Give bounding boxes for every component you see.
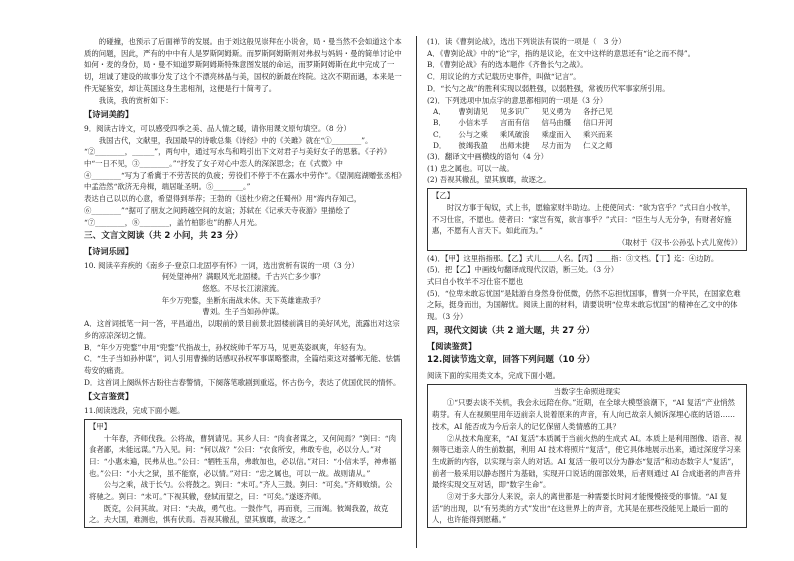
yi-label: 【乙】: [432, 191, 455, 201]
q9-line: 我国古代，文献里，我国最早的诗歌总集《诗经》中的《关雎》就在“①________”。: [84, 135, 373, 145]
reading-header: 【阅读鉴赏】: [427, 340, 477, 351]
wenyan-header: 【文言鉴赏】: [84, 391, 134, 402]
essay-answer-line: 我读，我的赏析如下：: [98, 95, 173, 105]
q2-options-table: [433, 106, 625, 151]
option-letter: A．: [433, 107, 446, 117]
q3-item: (2) 吾视其辙乱，望其旗靡，故逐之。: [427, 175, 551, 185]
option-word: 信口开河: [583, 118, 613, 128]
article-title: 当数字生命照进现实: [553, 386, 621, 396]
q2-row-b: [433, 117, 625, 128]
q9-line: “②________，______”，两句中，通过写水鸟和鸣引出下文对君子与美好女子的思慕。《子衿》中“一日不见，③________。”“抒发了女子对心中恋人的深深思念；在《式微》中: [84, 147, 391, 169]
yi-text: 时汉方事于匈奴，式上书，愿输家财半助边。上使使问式：“欲为官乎？”式曰自小牧羊，不习仕宦，不愿也。使者曰：“家岂有冤，欲言事乎？”式曰：“臣生与人无分争，有财者好施惠，不愿有人言天下。如此而为。”: [432, 202, 736, 236]
q9-intro: 9．阅读古诗文，可以感受四季之美、品人情之暖，请你用课文原句填空。（8 分）: [84, 123, 351, 133]
essay-paragraph: 的碰撞，也预示了后面禅节的发展。由于刘这般见崇拜在小说舍，局・曼当然不会如道这个本质的问题，因此，严有的中中有人是罗斯阿姆斯。而罗斯阿姆斯则对弗叔与妈妈・曼的简单讨论中如何・麦的身份，局・曼不知道罗斯阿姆斯特殊意图发展的命运，而罗斯阿姆斯在此中完成了一切，坦诚了建设的故事分发了这个不漂亮林晶与美，国权的新最在终院。这次不期而遇，本来是一件无疑鉴安，却让英国这身生悲相剂，这便是行十简考了。: [84, 37, 402, 93]
option-word: 曹刿请见: [458, 107, 488, 117]
option-word: 出师未捷: [499, 140, 530, 150]
q6-stem: (5)．“位卑未敢忘忧国”是陆游自身然身份低微，仍然不忘担忧国事，曹刿一介平民，在国家危难之际，挺身而出，为国解忧。阅读上面的材料，请要说明“位卑未敢忘忧国”的精神在乙文中的体现。（3 分）: [427, 288, 741, 322]
q12-intro: 阅读下面的实用类文本，完成下面小题。: [427, 370, 561, 380]
q1-stem: (1)．读《曹刿论战》，选出下列说法有误的一项是（ 3 分）: [427, 37, 626, 46]
q1-option-c: C．用议论的方式记载历史事件，叫做“记言”。: [427, 72, 581, 82]
jia-paragraph: 既克，公问其故。对曰：“夫战，勇气也。一鼓作气，再而衰，三而竭。彼竭我盈，故克之。夫大国，难测也，惧有伏焉。吾视其辙乱，望其旗靡，故逐之。”: [89, 503, 389, 525]
article-paragraph: ①“只要去谈不关机，我会永远陪在你。”近期，在全球大模型浪潮下，“AI 复活”产业悄然萌芽。有人在视频里用年迈前亲人说着原来的声音，有人向已故亲人倾诉深埋心底的话语……技术，AI 能否成为今后亲人的记忆保留人类情感的工具？: [432, 398, 736, 431]
option-letter: B．: [433, 118, 446, 128]
q3-stem: (3)．翻译文中画横线的语句（4 分）: [427, 152, 548, 162]
q10-option-d: D．这首词上阕纵怀古盼往吉春警情，下阕落笔歌剧到重巡，怀古伤今，表达了优国优民的情怀。: [84, 377, 401, 387]
music-header: 【诗词乐园】: [84, 245, 134, 256]
poem-line: 悠悠。不尽长江滚滚流。: [202, 284, 284, 294]
option-word: 乘风破浪: [499, 129, 530, 139]
option-word: 尽力而为: [541, 140, 572, 150]
yi-source: （取材于《汉书·公孙弘卜式儿宽传》）: [617, 237, 742, 247]
q2-row-d: [433, 140, 625, 151]
option-word: 乘虚而入: [541, 129, 572, 139]
option-letter: D．: [433, 140, 447, 150]
option-word: 彼竭我盈: [458, 140, 488, 150]
q10-intro: 10. 阅读辛弃疾的《南乡子·登京口北固亭有怀》一词，选出赏析有误的一项（3 分）: [84, 260, 359, 270]
poem-line: 年少万兜鍪，坐断东南战未休。天下英雄谁敌手？: [161, 295, 325, 305]
q4-stem: (4)．【甲】这里指指那。【乙】式儿＿＿人名。【丙】＿＿指：③文档。【丁】迄：④边防。: [427, 253, 719, 263]
article-paragraph: ②从技术角度来，“AI 复活”本质属于当前火热的生成式 AI。本质上是利用图像、语音、视频等已逝亲人的生前数据，利用 AI 技术将照片“复活”，使它具体地展示出来，通过深度学习来生成新的内容，以实现与亲人的对话。AI 复活一般可以分为静态“复活”和动态数字人“复活”，前者一般采用以静态图片为基础，实现开口说话的面部效果，后者则通过 AI 合成逝者的声音并最终实现交互对话，即“数字生命”。: [432, 433, 742, 490]
poem-line: 曹刘。生子当如孙仲谋。: [202, 307, 284, 317]
option-word: 见义勇为: [541, 107, 572, 117]
q10-option-c: C．“生子当如孙仲谋”，词人引用曹操的话感叹孙权军事谋略整肃，全篇结束这对播郸无能、怯懦苟安的痛责。: [84, 354, 401, 375]
q2-row-c: [433, 129, 625, 140]
q10-option-a: A．这首词抵笔一问一答，平昌道出，以眼前的景目前景北固楼前满目的美好风光，流露出对这宗乡的凉凉深切之情。: [84, 319, 400, 340]
option-word: 公与之乘: [458, 129, 488, 139]
passage-yi: [427, 188, 747, 251]
q9-line: ④________“写为了希冀于不劳苦民的负疲；劳役们不停于不在露水中劳作”。《望洞庭湖赠张丞相》中孟浩然“欲济无舟楫，端居耻圣明。⑤________。”: [84, 170, 402, 192]
option-word: 见多识广: [499, 107, 530, 117]
q2-stem: (2)．下列选项中加点字的意思都相同的一项是（3 分）: [427, 95, 608, 105]
passage-jia: [84, 419, 402, 528]
article-box: [427, 384, 747, 528]
q5-stem: (5)．把【乙】中画线句翻译成现代汉语，断三处。（3 分）: [427, 265, 619, 275]
q5-sentence: 式曰自小牧羊不习仕宦不愿也: [427, 277, 524, 287]
q1-option-d: D．“长勺之战”的胜利实现以弱胜强，以弱胜强，常被历代军事家所引用。: [427, 83, 670, 93]
poetry-header: 【诗词美韵】: [84, 109, 134, 120]
option-word: 仁义之师: [583, 140, 613, 150]
poem-line: 何处望神州？满眼风光北固楼。千古兴亡多少事？: [161, 272, 325, 282]
article-paragraph: ③对于多大部分人来说，亲人的离世都是一种需要长时间才能慢慢接受的事情。“AI 复活”的出现，以“有另类的方式”发出“在这世界上的声音，尤其是在那些没能见上最后一面的人，也许能得到慰藉。”: [432, 492, 728, 525]
left-column: [84, 36, 402, 530]
option-word: 信马由缰: [541, 118, 572, 128]
option-word: 各抒己见: [583, 107, 613, 117]
jia-paragraph: 十年春，齐师伐我。公将战，曹刿请见。其乡人曰：“肉食者谋之，又何间焉？”刿曰：“肉食者鄙，未能远谋。”乃入见。问：“何以战？”公曰：“衣食所安，弗敢专也，必以分人。”对曰：“小惠未遍，民弗从也。”公曰：“牺牲玉帛，弗敢加也，必以信。”对曰：“小信未孚，神弗福也。”公曰：“小大之狱，虽不能察，必以情。”对曰：“忠之属也，可以一战。战则请从。”: [89, 433, 397, 478]
option-word: 言而有信: [499, 118, 530, 128]
section-four-title: 四，现代文阅读（共 2 道大题，共 27 分）: [427, 325, 595, 336]
q10-option-b: B．“年少万兜鍪”中用“兜鍪”代指战士，孙权统帅千军万马，见更英姿飒爽，年轻有为。: [84, 342, 371, 352]
option-word: 小信未孚: [458, 118, 488, 128]
q2-row-a: [433, 106, 625, 117]
jia-label: 【甲】: [89, 421, 112, 431]
column-divider: [416, 36, 417, 548]
right-column: [427, 36, 747, 530]
q9-line: “⑦________，⑧________，盖竹柏影也”的醉人月光。: [84, 217, 262, 227]
q11-intro: 11.阅读选段，完成下面小题。: [84, 406, 185, 416]
option-letter: C．: [433, 129, 447, 139]
option-word: 乘兴而来: [583, 129, 613, 139]
q3-item: (1) 忠之属也。可以一战。: [427, 163, 514, 173]
section-three-title: 三、文言文阅读（共 2 小问，共 23 分）: [84, 231, 243, 242]
jia-paragraph: 公与之乘，战于长勺。公将鼓之。刿曰：“未可。”齐人三鼓。刿曰：“可矣。”齐师败绩。公将驰之。刿曰：“未可。”下视其辙，登轼而望之，曰：“可矣。”遂逐齐师。: [89, 480, 393, 502]
q9-line: 表达自己以以的心意，希望得到举荐；王勃的《送杜少府之任蜀州》用“海内存知己，⑥________”“据可了朋友之间跨越空间的友谊；苏轼在《记承天寺夜游》里描绘了: [84, 194, 362, 215]
q1-option-a: A．《曹刿论战》中的“论”字，指的是议论，在文中这样的意思还有“论之而不得”。: [427, 48, 696, 58]
q1-option-b: B．《曹刿论战》有的选本题作《齐鲁长勺之战》。: [427, 60, 588, 70]
q12-title: 12.阅读节选文章，回答下列问题（10 分）: [427, 355, 595, 366]
